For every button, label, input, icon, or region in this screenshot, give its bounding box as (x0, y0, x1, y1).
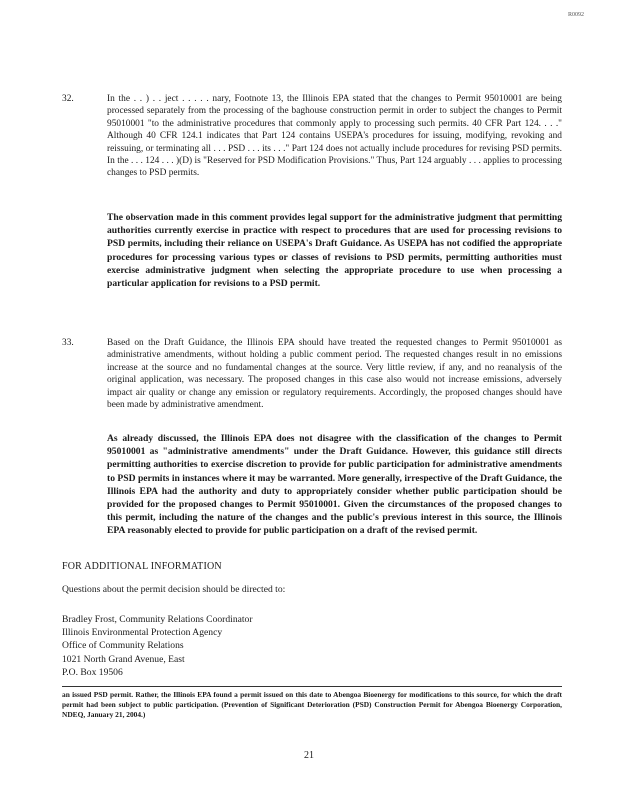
comment-number: 33. (62, 338, 74, 348)
footnote-divider (62, 686, 562, 687)
section-heading: FOR ADDITIONAL INFORMATION (62, 561, 222, 572)
contact-street: 1021 North Grand Avenue, East (62, 653, 185, 665)
page-code: R0092 (568, 12, 585, 18)
comment-text: In the . . ) . . ject . . . . . nary, Footnote 13, the Illinois EPA stated that the changes to Permit 95010001 are being processed separately from the processing of the baghouse construction permit in order to subject the changes to Permit 95010001 "to the administrative procedures that commonly apply to processing such permits. 40 CFR Part 124. . . ." Although 40 CFR 124.1 indicates that Part 124 contains USEPA's procedures for issuing, modifying, revoking and reissuing, or terminating all . . . PSD . . . its . . ." Part 124 does not actually include procedures for revising PSD permits. In the . . . 124 . . . )(D) is "Reserved for PSD Modification Provisions." Thus, Part 124 arguably . . . applies to processing changes to PSD permits. (107, 94, 562, 179)
comment-number: 32. (62, 94, 74, 104)
contact-agency: Illinois Environmental Protection Agency (62, 627, 223, 639)
response-32: The observation made in this comment provides legal support for the administrative judgment that permitting authorities currently exercise in practice with respect to procedures that are used for processing revisions to PSD permits, including their reliance on USEPA's Draft Guidance. As USEPA has not codified the appropriate procedures for processing various types or classes of revisions to PSD permits, permitting authorities must exercise administrative judgment when selecting the appropriate procedure to use when processing a particular application for revisions to a PSD permit. (107, 212, 562, 290)
comment-33 (62, 337, 562, 411)
footnote: an issued PSD permit. Rather, the Illinois EPA found a permit issued on this date to Abengoa Bioenergy for modifications to this source, for which the draft permit had been subject to public participation. (Prevention of Significant Deterioration (PSD) Construction Permit for Abengoa Bioenergy Corporation, NDEQ, January 21, 2004.) (62, 690, 562, 720)
contact-intro: Questions about the permit decision should be directed to: (62, 584, 286, 595)
contact-office: Office of Community Relations (62, 640, 184, 652)
contact-block (62, 613, 253, 679)
page-number: 21 (304, 750, 314, 761)
contact-po-box: P.O. Box 19506 (62, 666, 123, 678)
comment-text: Based on the Draft Guidance, the Illinois EPA should have treated the requested changes to Permit 95010001 as administrative amendments, without holding a public comment period. The requested changes result in no emissions increase at the source and no fundamental changes at the source. Very little review, if any, and no reanalysis of the original application, was necessary. The proposed changes in this case also would not increase emissions, adversely impact air quality or change any emission or regulatory requirements. Accordingly, the proposed changes should have been made by administrative amendment. (107, 338, 562, 411)
comment-32 (62, 93, 562, 180)
contact-name: Bradley Frost, Community Relations Coordinator (62, 614, 253, 625)
response-33: As already discussed, the Illinois EPA does not disagree with the classification of the changes to Permit 95010001 as "administrative amendments" under the Draft Guidance. However, this guidance still directs permitting authorities to exercise discretion to provide for public participation for administrative amendments to PSD permits in instances where it may be warranted. More generally, irrespective of the Draft Guidance, the Illinois EPA had the authority and duty to appropriately consider whether public participation should be provided for the proposed changes to Permit 95010001. Given the circumstances of the proposed changes to this permit, including the nature of the changes and the public's previous interest in this source, the Illinois EPA reasonably elected to provide for public participation on a draft of the revised permit. (107, 433, 562, 537)
